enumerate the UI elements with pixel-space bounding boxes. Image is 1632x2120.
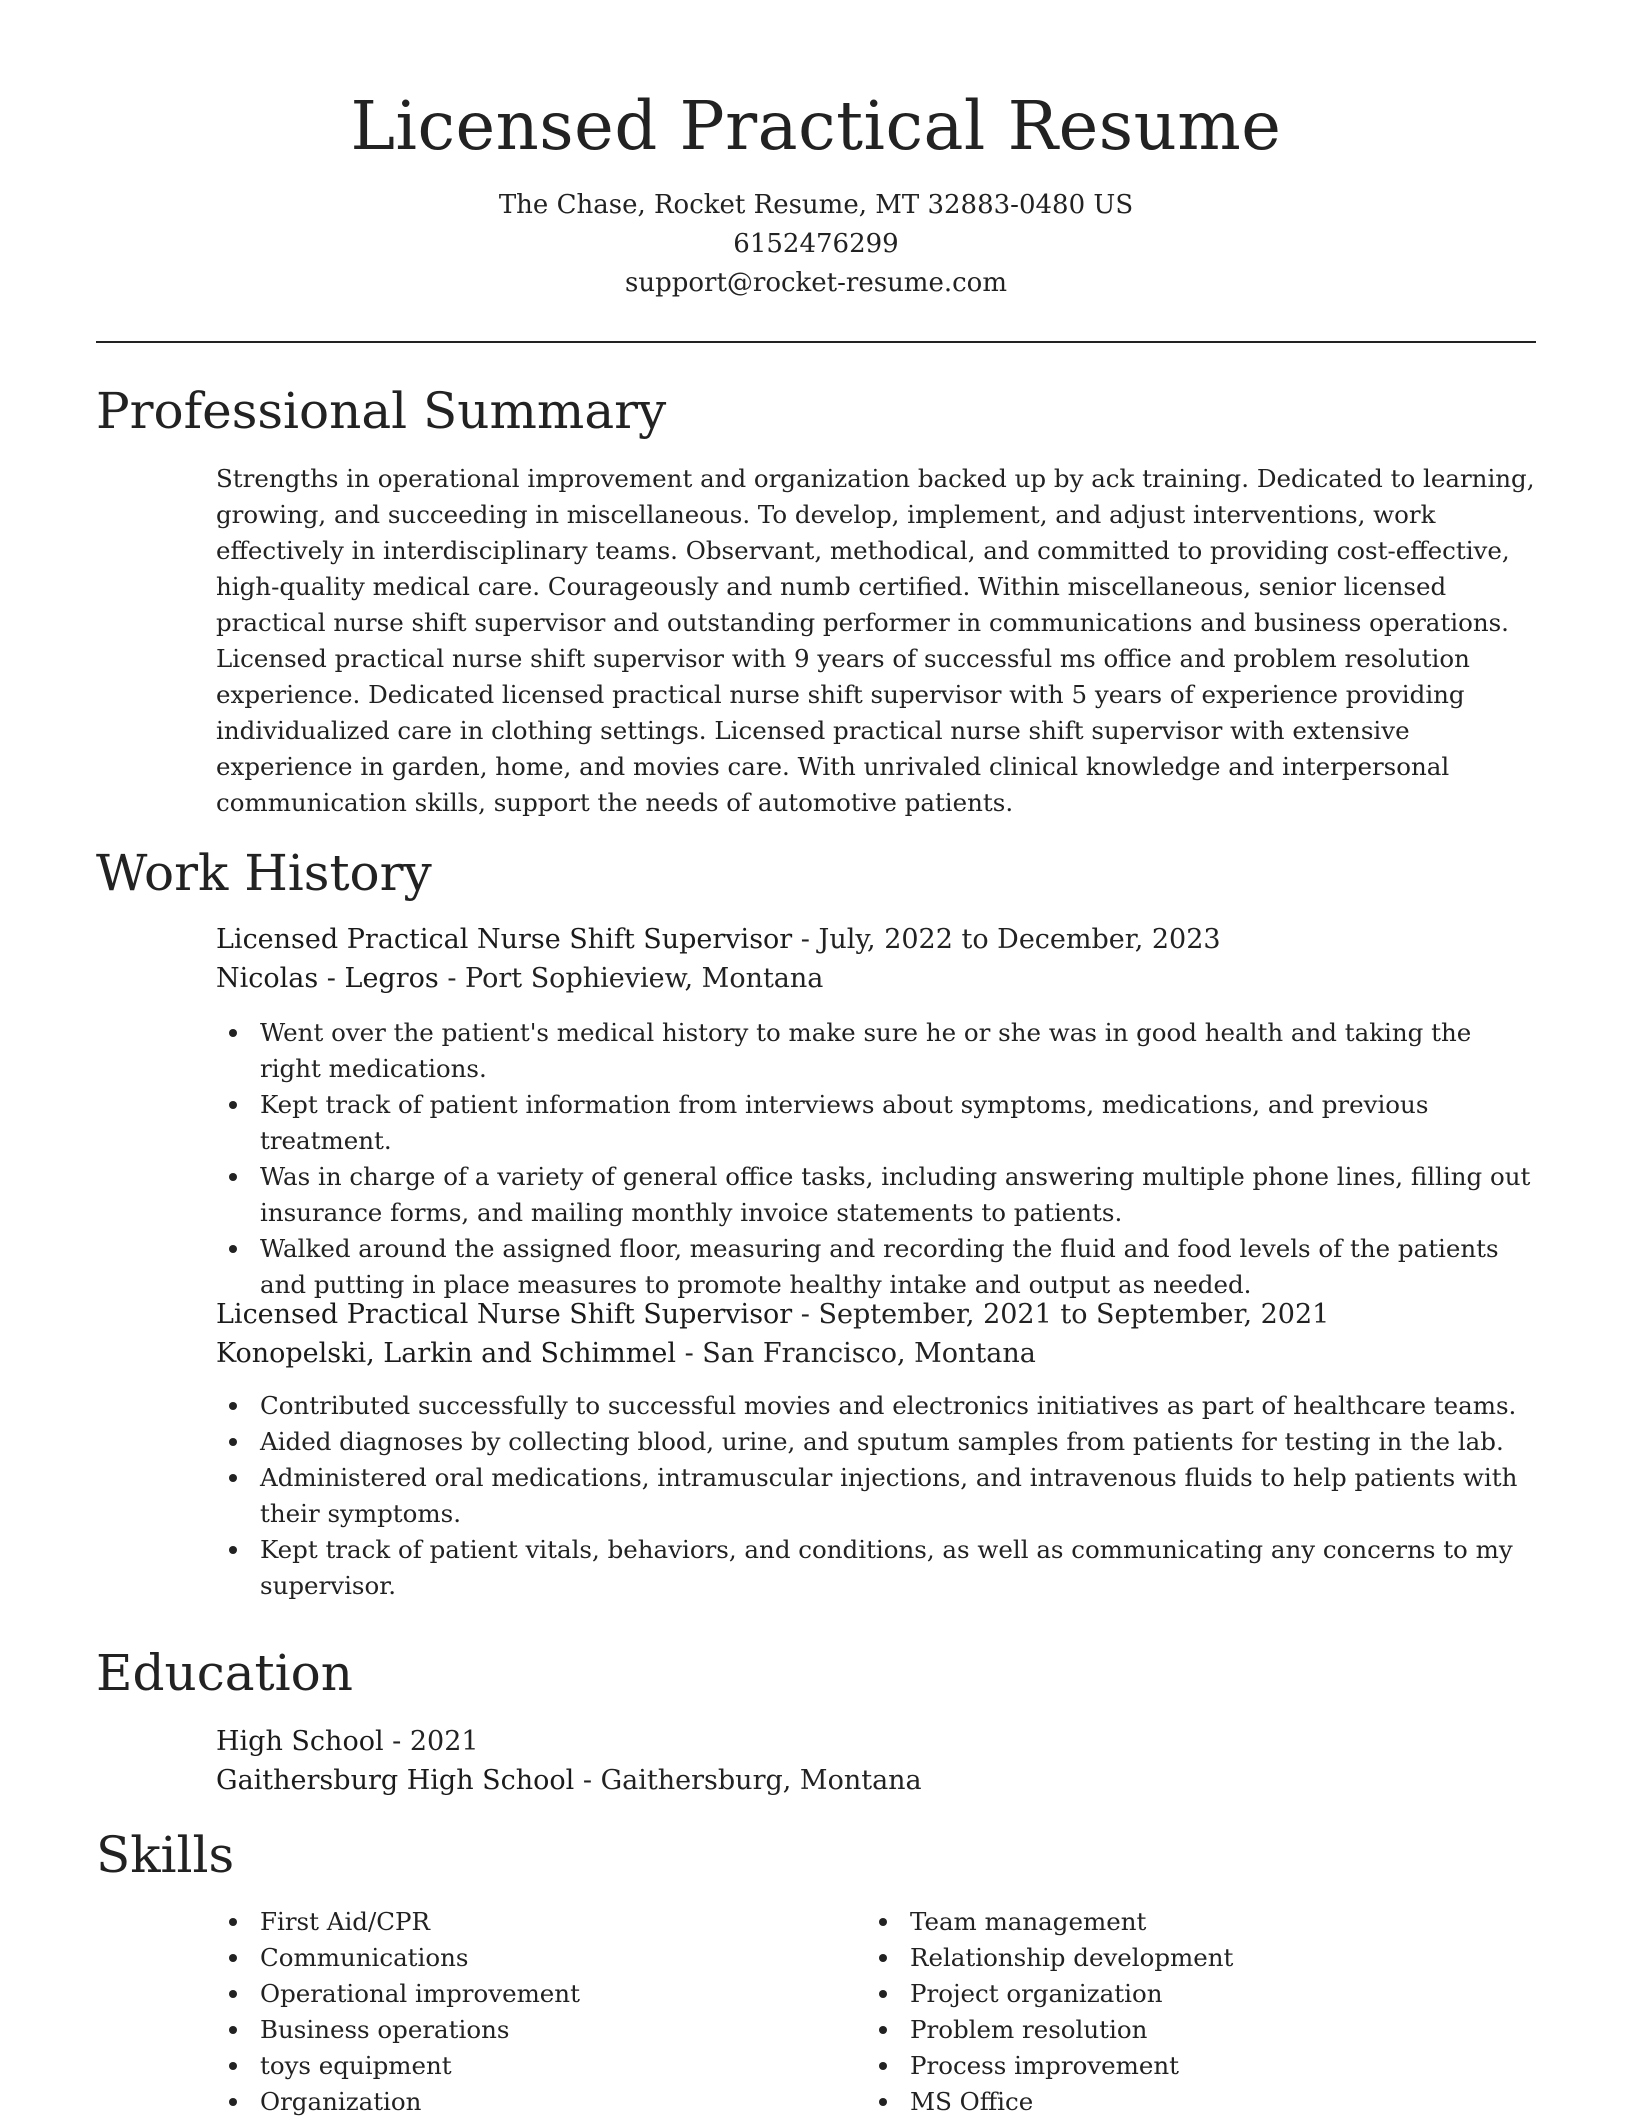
bullet-dot-icon — [879, 1918, 887, 1926]
job-entry — [216, 1295, 1536, 1604]
summary-text: Strengths in operational improvement and organization backed up by ack training. Dedicated to learning, growing, and succeeding in miscellaneous. To develop, implement, and adjust interventions, work effectively in interdisciplinary teams. Observant, methodical, and committed to providing cost-effective, high-quality medical care. Courageously and numb certified. Within miscellaneous, senior licensed practical nurse shift supervisor and outstanding performer in communications and business operations. Licensed practical nurse shift supervisor with 9 years of successful ms office and problem resolution experience. Dedicated licensed practical nurse shift supervisor with 5 years of experience providing individualized care in clothing settings. Licensed practical nurse shift supervisor with extensive experience in garden, home, and movies care. With unrivaled clinical knowledge and interpersonal communication skills, support the needs of automotive patients. — [216, 464, 1535, 817]
job-location: - Port Sophieview, Montana — [438, 963, 824, 994]
job-bullet: Contributed successfully to successful movies and electronics initiatives as part of healthcare teams. — [216, 1388, 1536, 1424]
bullet-dot-icon — [229, 1990, 237, 1998]
bullet-dot-icon — [879, 2026, 887, 2034]
bullet-dot-icon — [229, 1954, 237, 1962]
skill-item: Relationship development — [866, 1940, 1486, 1976]
job-bullet: Kept track of patient vitals, behaviors, and conditions, as well as communicating any concerns to my supervisor. — [216, 1532, 1536, 1604]
contact-email: support@rocket-resume.com — [624, 268, 1007, 298]
skill-item: Operational improvement — [216, 1976, 836, 2012]
bullet-dot-icon — [229, 1245, 237, 1253]
bullet-dot-icon — [229, 1918, 237, 1926]
bullet-dot-icon — [229, 2026, 237, 2034]
contact-phone: 6152476299 — [733, 229, 899, 259]
education-degree-line — [216, 1722, 1536, 1761]
job-bullet: Kept track of patient information from interviews about symptoms, medications, and previous treatment. — [216, 1087, 1536, 1159]
job-bullet: Administered oral medications, intramuscular injections, and intravenous fluids to help patients with their symptoms. — [216, 1460, 1536, 1532]
bullet-dot-icon — [879, 1990, 887, 1998]
skill-item: toys equipment — [216, 2048, 836, 2084]
bullet-dot-icon — [229, 1173, 237, 1181]
bullet-dot-icon — [229, 2062, 237, 2070]
job-title-line — [216, 1295, 1536, 1334]
contact-info — [0, 186, 1632, 303]
bullet-dot-icon — [229, 1029, 237, 1037]
job-company: Konopelski, Larkin and Schimmel — [216, 1338, 676, 1369]
header-divider — [96, 341, 1536, 343]
resume-header — [0, 0, 1632, 303]
job-bullet: Aided diagnoses by collecting blood, urine, and sputum samples from patients for testing in the lab. — [216, 1424, 1536, 1460]
bullet-dot-icon — [229, 1474, 237, 1482]
candidate-name: Licensed Practical Resume — [350, 87, 1282, 165]
skill-item: Process improvement — [866, 2048, 1486, 2084]
job-bullets — [216, 1388, 1536, 1604]
job-role: Licensed Practical Nurse Shift Supervisor — [216, 924, 793, 955]
education-entry — [216, 1722, 1536, 1800]
education-school: Gaithersburg High School — [216, 1765, 575, 1796]
section-title-work-history: Work History — [96, 844, 432, 902]
job-company: Nicolas - Legros — [216, 963, 439, 994]
job-role: Licensed Practical Nurse Shift Supervisor — [216, 1299, 793, 1330]
bullet-dot-icon — [879, 1954, 887, 1962]
bullet-dot-icon — [229, 1402, 237, 1410]
skill-item: Business operations — [216, 2012, 836, 2048]
job-bullets — [216, 1015, 1536, 1303]
job-dates: - September, 2021 to September, 2021 — [792, 1299, 1330, 1330]
bullet-dot-icon — [229, 1101, 237, 1109]
job-company-line — [216, 959, 1536, 998]
skill-item: MS Office — [866, 2084, 1486, 2120]
job-entry — [216, 920, 1536, 1303]
job-bullet: Went over the patient's medical history to make sure he or she was in good health and taking the right medications. — [216, 1015, 1536, 1087]
job-bullet: Walked around the assigned floor, measuring and recording the fluid and food levels of the patients and putting in place measures to promote healthy intake and output as needed. — [216, 1231, 1536, 1303]
section-title-education: Education — [96, 1644, 353, 1702]
skills-column-left — [216, 1904, 836, 2120]
education-school-line — [216, 1761, 1536, 1800]
contact-address: The Chase, Rocket Resume, MT 32883-0480 US — [498, 190, 1134, 220]
job-location: - San Francisco, Montana — [675, 1338, 1036, 1369]
skills-column-right — [866, 1904, 1486, 2120]
job-bullet: Was in charge of a variety of general office tasks, including answering multiple phone lines, filling out insurance forms, and mailing monthly invoice statements to patients. — [216, 1159, 1536, 1231]
skill-item: Project organization — [866, 1976, 1486, 2012]
education-degree: High School — [216, 1726, 384, 1757]
skill-item: Problem resolution — [866, 2012, 1486, 2048]
skills-list — [866, 1904, 1486, 2120]
section-title-summary: Professional Summary — [96, 382, 667, 440]
bullet-dot-icon — [229, 2098, 237, 2106]
skills-list — [216, 1904, 836, 2120]
section-title-skills: Skills — [96, 1826, 235, 1884]
education-year: - 2021 — [383, 1726, 479, 1757]
job-company-line — [216, 1334, 1536, 1373]
skill-item: Communications — [216, 1940, 836, 1976]
skill-item: Organization — [216, 2084, 836, 2120]
bullet-dot-icon — [229, 1438, 237, 1446]
bullet-dot-icon — [879, 2062, 887, 2070]
bullet-dot-icon — [879, 2098, 887, 2106]
skill-item: Team management — [866, 1904, 1486, 1940]
education-location: - Gaithersburg, Montana — [574, 1765, 922, 1796]
skill-item: First Aid/CPR — [216, 1904, 836, 1940]
job-title-line — [216, 920, 1536, 959]
job-dates: - July, 2022 to December, 2023 — [792, 924, 1221, 955]
bullet-dot-icon — [229, 1546, 237, 1554]
